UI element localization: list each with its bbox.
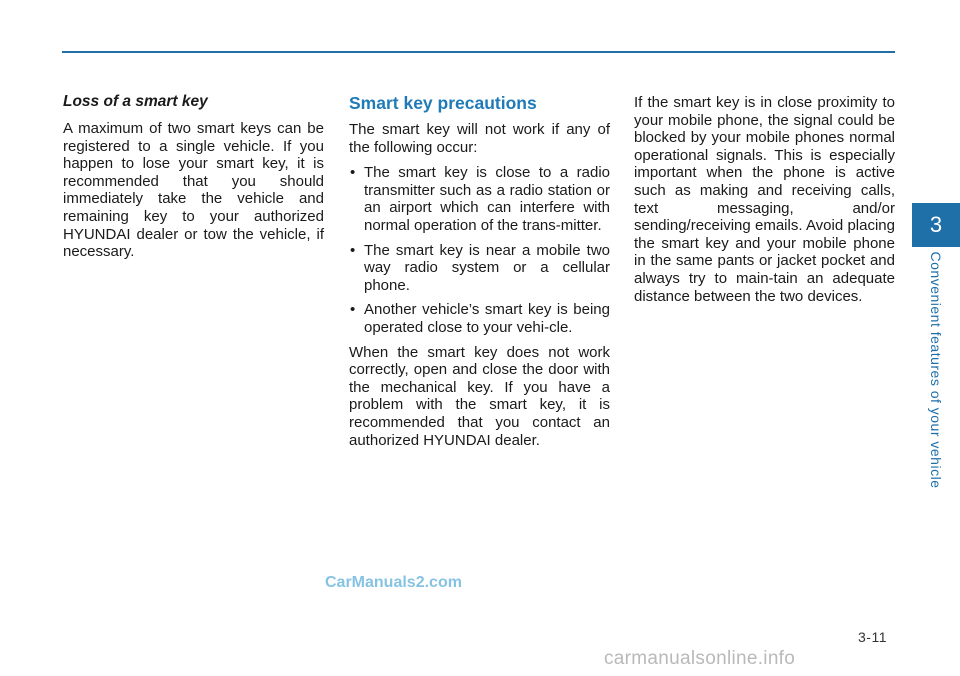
body-paragraph: If the smart key is in close proximity to your mobile phone, the signal could be blocked by your mobile phones normal operational signals. This is especially important when the phone is active such as making and receiving calls, text messaging, and/or sending/receiving emails. Avoid placing the smart key and your mobile phone in the same pants or jacket pocket and always try to main-tain an adequate distance between the two devices. xyxy=(634,94,895,305)
column-smart-key-precautions xyxy=(349,92,610,457)
chapter-title: Convenient features of your vehicle xyxy=(928,251,944,489)
bullet-icon: • xyxy=(350,301,356,319)
list-item xyxy=(349,164,610,234)
precautions-list xyxy=(349,164,610,336)
bullet-icon: • xyxy=(350,241,356,259)
list-item-text: The smart key is near a mobile two way radio system or a cellular phone. xyxy=(364,241,610,294)
column-mobile-phone-note xyxy=(634,94,895,313)
chapter-tab[interactable] xyxy=(912,203,960,247)
page-number: 3-11 xyxy=(858,629,887,645)
column-loss-of-smart-key xyxy=(63,92,324,269)
bullet-icon: • xyxy=(350,164,356,182)
header-rule xyxy=(62,51,895,53)
chapter-number: 3 xyxy=(929,212,943,237)
section-heading: Smart key precautions xyxy=(349,93,537,113)
list-item-text: The smart key is close to a radio transmitter such as a radio station or an airport which can interfere with normal operation of the trans-mitter. xyxy=(364,164,610,234)
section-heading: Loss of a smart key xyxy=(63,93,208,110)
list-item xyxy=(349,301,610,336)
intro-paragraph: The smart key will not work if any of the following occur: xyxy=(349,121,610,156)
body-paragraph: A maximum of two smart keys can be registered to a single vehicle. If you happen to lose your smart key, it is recommended that you should immediately take the vehicle and remaining key to your authorized HYUNDAI dealer or tow the vehicle, if necessary. xyxy=(63,120,324,261)
list-item xyxy=(349,242,610,295)
closing-paragraph: When the smart key does not work correctly, open and close the door with the mechanical key. If you have a problem with the smart key, it is recommended that you contact an authorized HYUNDAI dealer. xyxy=(349,343,610,449)
watermark-carmanualsonline: carmanualsonline.info xyxy=(604,648,796,669)
list-item-text: Another vehicle’s smart key is being operated close to your vehi-cle. xyxy=(364,301,610,336)
watermark-carmanuals2: CarManuals2.com xyxy=(325,574,462,591)
